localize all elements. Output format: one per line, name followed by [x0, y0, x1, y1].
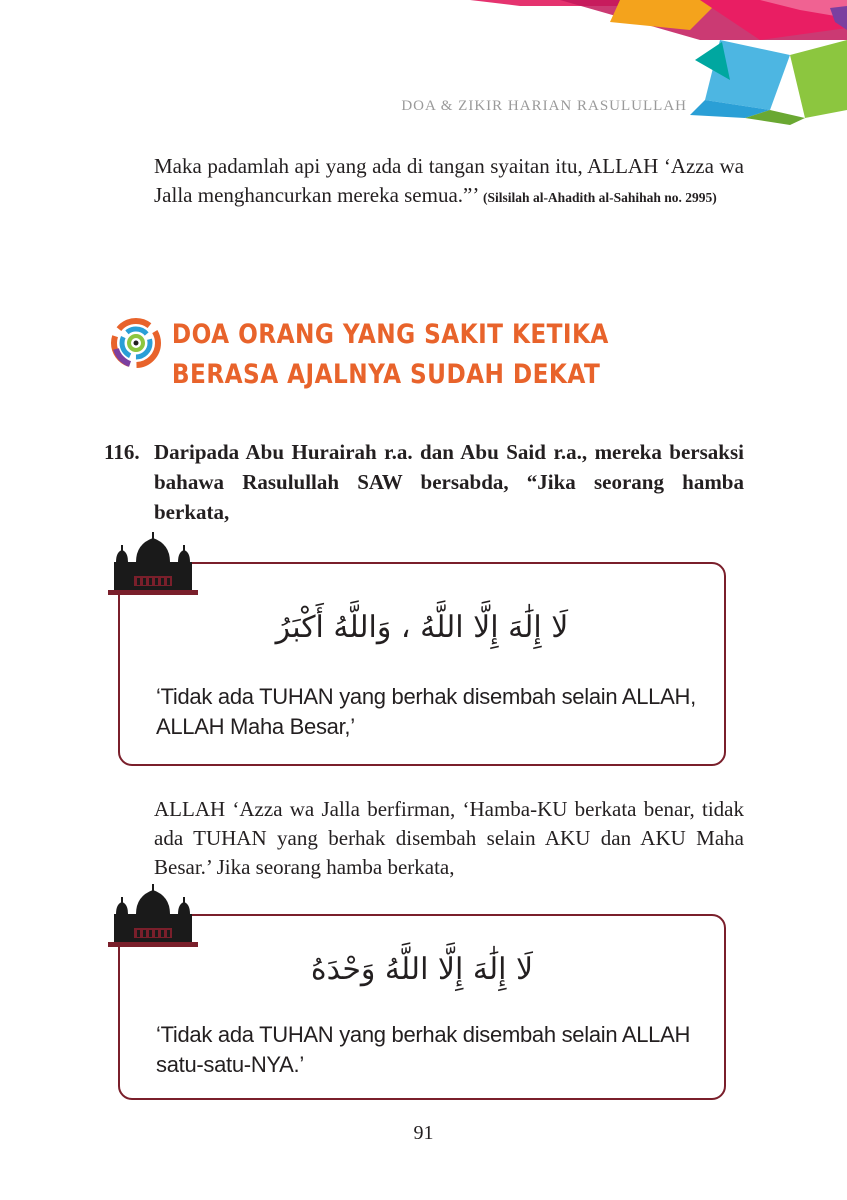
- page-number: 91: [413, 1122, 434, 1144]
- hadith-number: 116.: [104, 440, 140, 464]
- paragraph-2: ALLAH ‘Azza wa Jalla berfirman, ‘Hamba-KU berkata benar, tidak ada TUHAN yang berhak disembah selain AKU dan AKU Maha Besar.’ Jika seorang hamba berkata,: [154, 797, 744, 879]
- hadith-text: Daripada Abu Hurairah r.a. dan Abu Said r.a., mereka bersaksi bahawa Rasulullah SAW bersabda, “Jika seorang hamba berkata,: [154, 440, 744, 524]
- hadith-paragraph: [104, 437, 744, 527]
- doa-arabic-2: لَا إِلَٰهَ إِلَّا اللَّهُ وَحْدَهُ: [310, 952, 534, 987]
- doa-translation-2: ‘Tidak ada TUHAN yang berhak disembah selain ALLAH satu-satu-NYA.’: [156, 1022, 691, 1077]
- running-header: DOA & ZIKIR HARIAN RASULULLAH: [401, 98, 687, 114]
- section-title: DOA ORANG YANG SAKIT KETIKA BERASA AJALNYA SUDAH DEKAT: [171, 319, 609, 390]
- intro-text: Maka padamlah api yang ada di tangan syaitan itu, ALLAH ‘Azza wa Jalla menghancurkan mereka semua.”’: [154, 154, 744, 207]
- intro-paragraph: [154, 152, 744, 212]
- section-heading: [110, 315, 760, 395]
- doa-arabic-1: لَا إِلَٰهَ إِلَّا اللَّهُ ، وَاللَّهُ أَكْبَرُ: [275, 610, 569, 645]
- mosque-icon: [108, 884, 198, 952]
- doa-box-1: [118, 562, 726, 766]
- doa-translation-1: ‘Tidak ada TUHAN yang berhak disembah selain ALLAH, ALLAH Maha Besar,’: [156, 684, 696, 739]
- mosque-icon: [108, 532, 198, 600]
- intro-citation: (Silsilah al-Ahadith al-Sahihah no. 2995): [483, 190, 717, 205]
- doa-box-2: [118, 914, 726, 1100]
